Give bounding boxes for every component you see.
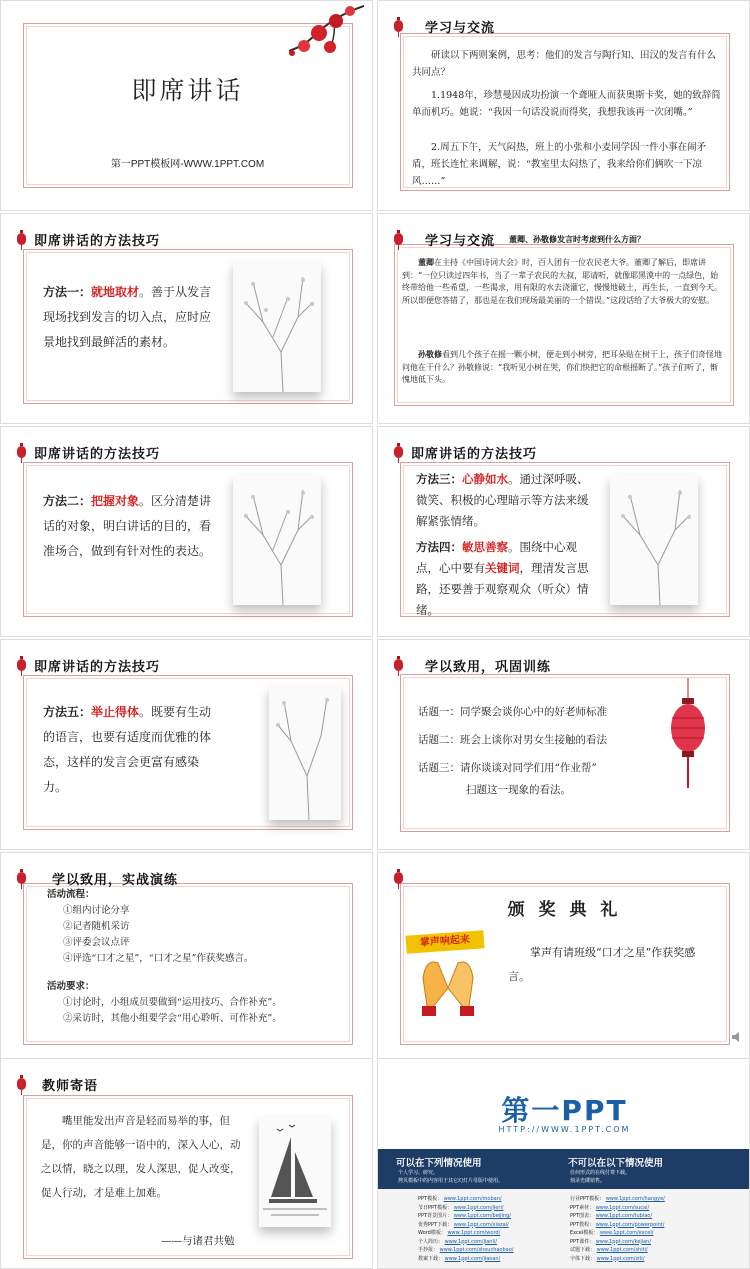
link-label: 手抄报： — [418, 1247, 439, 1253]
link-url[interactable]: www.1ppt.com/kejian/ — [595, 1238, 652, 1245]
method-label: 方法二： — [43, 494, 92, 508]
can-title: 可以在下列情况使用 — [396, 1158, 482, 1169]
link-label: PPT素材： — [570, 1204, 595, 1211]
header-title: 即席讲话的方法技巧 — [34, 446, 161, 462]
method-label: 方法五： — [43, 705, 92, 719]
lantern-icon — [394, 20, 403, 32]
link-url[interactable]: www.1ppt.com/ziti/ — [596, 1255, 645, 1262]
lantern-icon — [17, 446, 26, 458]
link-url[interactable]: www.1ppt.com/jieri/ — [453, 1204, 504, 1211]
method-body: 。善于从发言现场找到发言的切入点，应时应景地找到最鲜活的素材。 — [43, 285, 212, 349]
link-row[interactable] — [570, 1212, 665, 1221]
link-url[interactable]: www.1ppt.com/hangye/ — [605, 1196, 665, 1202]
link-row[interactable] — [570, 1204, 665, 1213]
can-list — [398, 1169, 503, 1185]
slide-drill[interactable] — [0, 852, 373, 1063]
link-url[interactable]: www.1ppt.com/tubiao/ — [595, 1213, 653, 1219]
list-item: ①组内讨论分享 — [63, 905, 130, 916]
link-row[interactable] — [418, 1212, 513, 1221]
link-label: 行业PPT模板： — [570, 1196, 605, 1202]
slide-header — [17, 228, 160, 250]
method-keyword: 心静如水 — [462, 472, 508, 486]
method-label: 方法一： — [43, 285, 92, 299]
slide-study-1[interactable] — [377, 0, 750, 211]
header-title: 学以致用，巩固训练 — [425, 659, 552, 675]
header-title: 即席讲话的方法技巧 — [34, 659, 161, 675]
link-url[interactable]: www.1ppt.com/excel/ — [599, 1230, 654, 1236]
link-label: PPT模板： — [418, 1196, 443, 1202]
award-title: 颁 奖 典 礼 — [507, 900, 622, 920]
method-keyword: 把握对象 — [91, 494, 140, 508]
flow-title: 活动流程： — [47, 889, 95, 900]
links-left — [418, 1195, 513, 1263]
link-label: 教案下载： — [418, 1255, 444, 1262]
link-row[interactable] — [570, 1221, 665, 1230]
header-title: 即席讲话的方法技巧 — [34, 233, 161, 249]
link-row[interactable] — [418, 1246, 513, 1255]
link-url[interactable]: www.1ppt.com/sucai/ — [595, 1204, 650, 1211]
method-text — [43, 489, 221, 564]
method-body: 。既要有生动的语言，也要有适度而优雅的体态，这样的发言会更富有感染力。 — [43, 705, 212, 794]
link-row[interactable] — [570, 1246, 665, 1255]
tree-image — [233, 475, 321, 605]
topic-list — [418, 698, 658, 804]
lantern-icon — [17, 872, 26, 884]
brand-logo: 第一PPT — [501, 1094, 628, 1127]
applause-badge: 掌声响起来 — [405, 930, 484, 953]
link-label: 试题下载： — [570, 1247, 596, 1253]
list-item: 扫题这一现象的看法。 — [466, 784, 571, 796]
header-title: 即席讲话的方法技巧 — [411, 446, 538, 462]
link-label: 优秀PPT下载： — [418, 1221, 453, 1228]
method-keyword: 举止得体 — [91, 705, 140, 719]
person-name: 孙敬修 — [418, 349, 442, 359]
brand-url[interactable]: HTTP://WWW.1PPT.COM — [498, 1125, 631, 1134]
clapping-hands-icon — [408, 948, 488, 1018]
list-item: 话题二：班会上谈你对男女生接触的看法 — [418, 734, 607, 746]
link-label: 个人简历： — [418, 1238, 444, 1245]
lantern-icon — [17, 659, 26, 671]
method-text — [43, 700, 221, 800]
award-text: 掌声有请班级“口才之星”作获奖感言。 — [508, 946, 696, 983]
method-body-2: ，理清发言思路，还要善于观察观众（听众）情绪。 — [416, 561, 589, 617]
link-row[interactable] — [570, 1255, 665, 1264]
slide-method-5[interactable] — [0, 639, 373, 850]
method-body: 。区分清楚讲话的对象，明白讲话的目的，看准场合，做到有针对性的表达。 — [43, 494, 212, 558]
slide-brand[interactable] — [377, 1058, 750, 1269]
method-keyword: 就地取材 — [91, 285, 140, 299]
link-row[interactable] — [418, 1221, 513, 1230]
link-row[interactable] — [418, 1204, 513, 1213]
speaker-icon[interactable] — [731, 1031, 743, 1043]
person-name: 董卿 — [418, 257, 434, 267]
paragraph-text: 在主持《中国诗词大会》时，百人团有一位农民老大爷。董卿了解后，即席讲到：“一位只读过四年书，当了一辈子农民的大叔，耶请听，就像耶黑漠中的一点绿色，始终带给他一些希望，一些渴求，用有限的水去浇灌它，慢慢地破土，再生长，一直到今天。所以即便您答错了，那也是在我们现场最美丽的一个错误。”这段话给了大爷极大的安慰。 — [402, 258, 722, 305]
list-item: 个人学习、研究。 — [398, 1170, 439, 1176]
slide-header — [394, 654, 551, 676]
lantern-icon — [394, 872, 403, 884]
paragraph-text: 看到几个孩子在摇一颗小树，便走到小树旁，把耳朵贴在树干上，孩子们奇怪地问他在干什么？孙敬修说：“我听见小树在哭，你们快把它的命根摇断了。”孩子们听了，惭愧地低下头。 — [402, 350, 722, 384]
header-title: 学习与交流 — [425, 233, 496, 249]
method-body: 。通过深呼吸、微笑、积极的心理暗示等方法来缓解紧张情绪。 — [416, 472, 589, 528]
intro-text: 研读以下两则案例，思考：他们的发言与陶行知、田汉的发言有什么共同点？ — [412, 50, 717, 78]
slide-teacher-message[interactable] — [0, 1058, 373, 1269]
req-title: 活动要求： — [47, 981, 95, 992]
tree-image — [269, 686, 341, 820]
link-row[interactable] — [570, 1238, 665, 1247]
list-item: 话题三：请你谈谈对同学们用“作业帮” — [418, 762, 597, 774]
slide-method-2[interactable] — [0, 426, 373, 637]
link-url[interactable]: www.1ppt.com/powerpoint/ — [595, 1221, 665, 1228]
link-url[interactable]: www.1ppt.com/beijing/ — [453, 1213, 511, 1219]
link-label: Excel模板： — [570, 1230, 599, 1236]
slide-header — [17, 441, 160, 463]
link-label: PPT背景图片： — [418, 1213, 453, 1219]
message-text: 嘴里能发出声音是轻而易举的事，但是，你的声音能够一语中的，深入人心，动之以情，晓之以理，发人深思，促人改变，促人行动，才是难上加难。 — [41, 1115, 241, 1199]
lantern-icon — [17, 233, 26, 245]
usage-panel — [378, 1149, 750, 1269]
link-label: PPT教程： — [570, 1221, 595, 1228]
header-question: 董卿、孙敬修发言时考虑到什么方面？ — [509, 234, 646, 244]
method-text — [43, 280, 221, 355]
slide-subtitle: 第一PPT模板网-WWW.1PPT.COM — [110, 159, 265, 170]
list-item: ②记者随机采访 — [63, 921, 130, 932]
list-item: ②采访时，其他小组要学会“用心聆听、可作补充”。 — [63, 1013, 282, 1024]
list-item: 拷贝模板中的内容用于其它幻灯片母版中使用。 — [398, 1178, 504, 1184]
header-title: 学以致用，实战演练 — [52, 872, 179, 888]
method-keyword: 敏思善察 — [462, 540, 508, 554]
sailboat-image — [259, 1117, 331, 1227]
list-item: ③评委会议点评 — [63, 937, 130, 948]
list-item: ①讨论时，小组成员要做到“运用技巧、合作补充”。 — [63, 997, 282, 1008]
method-label: 方法三： — [416, 472, 462, 486]
slide-study-2[interactable] — [377, 213, 750, 424]
method-keyword-2: 关键词 — [485, 561, 520, 575]
slide-award[interactable] — [377, 852, 750, 1063]
link-url[interactable]: www.1ppt.com/jianli/ — [444, 1238, 497, 1245]
method-4-text — [416, 537, 591, 621]
case-1: 1.1948年，珍慧曼因成功扮演一个聋哑人而获奥斯卡奖，她的致辞简单而机巧。她说：“我因一句话没说而得奖，我想我该再一次闭嘴。” — [412, 90, 721, 118]
list-item: 话题一：同学聚会谈你心中的好老师标准 — [418, 706, 607, 718]
slide-title-text: 即席讲话 — [131, 76, 244, 105]
method-3-text — [416, 469, 591, 532]
lantern-icon — [394, 446, 403, 458]
slide-method-1[interactable] — [0, 213, 373, 424]
link-label: 节日PPT模板： — [418, 1204, 453, 1211]
brand-header — [378, 1059, 750, 1149]
link-row[interactable] — [418, 1255, 513, 1264]
activity-flow — [47, 887, 347, 1027]
header-title: 教师寄语 — [42, 1078, 99, 1094]
list-item: 任何形式的在线付费下载。 — [570, 1170, 631, 1176]
cannot-title: 不可以在以下情况使用 — [568, 1158, 664, 1169]
slide-header — [394, 228, 645, 250]
list-item: ④评选“口才之星”，“口才之星”作获奖感言。 — [63, 953, 254, 964]
link-row[interactable] — [418, 1229, 513, 1238]
link-label: Word模板： — [418, 1230, 446, 1236]
dongqing-paragraph — [402, 256, 724, 307]
tree-image — [610, 475, 698, 605]
lantern-icon — [17, 1078, 26, 1090]
link-url[interactable]: www.1ppt.com/word/ — [447, 1230, 501, 1236]
message-sign: ——与诸君共勉 — [161, 1235, 235, 1247]
link-url[interactable]: www.1ppt.com/jiaoan/ — [444, 1255, 501, 1262]
lantern-icon — [394, 233, 403, 245]
link-row[interactable] — [570, 1195, 665, 1204]
link-row[interactable] — [418, 1238, 513, 1247]
sunjingxiu-paragraph — [402, 348, 724, 387]
cannot-list — [570, 1169, 630, 1185]
links-right — [570, 1195, 665, 1263]
red-lantern-icon — [668, 678, 708, 808]
link-label: 字体下载： — [570, 1255, 596, 1262]
plum-blossom-icon — [274, 1, 364, 71]
lantern-icon — [394, 659, 403, 671]
list-item: 刻录光碟销售。 — [570, 1178, 606, 1184]
header-title: 学习与交流 — [425, 20, 496, 36]
link-url[interactable]: www.1ppt.com/xiazai/ — [453, 1221, 509, 1228]
link-url[interactable]: www.1ppt.com/moban/ — [443, 1196, 502, 1202]
link-row[interactable] — [570, 1229, 665, 1238]
link-row[interactable] — [418, 1195, 513, 1204]
slide-title[interactable] — [0, 0, 373, 211]
slide-method-3-4[interactable] — [377, 426, 750, 637]
slide-header — [17, 1073, 98, 1095]
link-url[interactable]: www.1ppt.com/shouchaobao/ — [439, 1247, 514, 1253]
case-2: 2.周五下午，天气闷热，班上的小张和小麦同学因一件小事在闹矛盾，班长连忙来调解，说：“教室里太闷热了，我来给你们俩吹一下凉风……” — [412, 142, 707, 187]
link-label: PPT图表： — [570, 1213, 595, 1219]
method-label: 方法四： — [416, 540, 462, 554]
slide-practice[interactable] — [377, 639, 750, 850]
slide-header — [17, 654, 160, 676]
link-label: PPT课件： — [570, 1238, 595, 1245]
tree-image — [233, 262, 321, 392]
slide-header — [394, 15, 495, 37]
link-url[interactable]: www.1ppt.com/shiti/ — [596, 1247, 648, 1253]
method-body: 。围绕中心观点，心中要有 — [416, 540, 577, 575]
slide-header — [17, 867, 178, 889]
slide-header — [394, 867, 403, 889]
slide-header — [394, 441, 537, 463]
